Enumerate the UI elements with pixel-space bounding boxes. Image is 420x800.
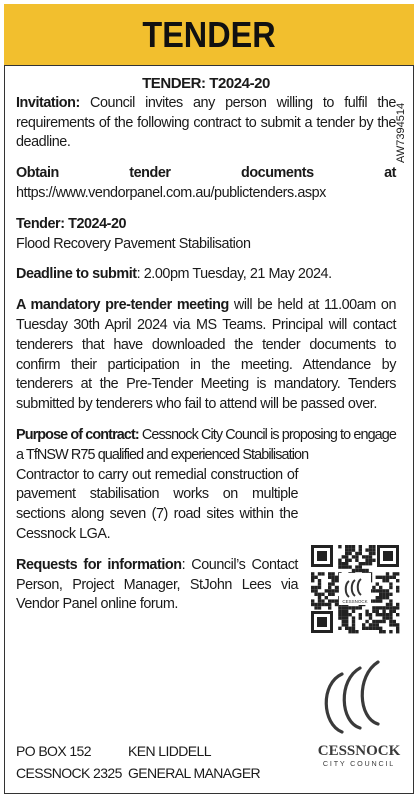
manager-title: GENERAL MANAGER <box>128 765 261 781</box>
invitation-paragraph <box>16 94 396 153</box>
deadline-label: Deadline to submit <box>16 266 137 283</box>
po-box: PO BOX 152 <box>16 743 91 759</box>
invitation-text: Council invites any person willing to fulfil the requirements of the following contract to submit a tender by the deadline. <box>16 94 396 151</box>
logo-name: CESSNOCK <box>317 743 401 759</box>
footer-signatory <box>128 740 298 784</box>
qr-caption: CESSNOCK <box>342 599 368 604</box>
tender-label: Tender: T2024-20 <box>16 215 127 232</box>
notice-body <box>16 74 396 615</box>
postcode: CESSNOCK 2325 <box>16 765 122 781</box>
meeting-text: will be held at 11.00am on Tuesday 30th April 2024 via MS Teams. Principal will contact tenderers that have downloaded the tender documents to confirm their participation in the meeting. Attendance by tenderers at the Pre-Tender Meeting is mandatory. Tenders submitted by tenderers who fail to attend will be passed over. <box>16 297 397 413</box>
purpose-label: Purpose of contract: <box>16 426 139 443</box>
footer-address <box>16 740 126 784</box>
tender-banner <box>4 4 414 66</box>
reference-code: AW7394514 <box>395 102 407 164</box>
deadline-text: : 2.00pm Tuesday, 21 May 2024. <box>136 266 332 283</box>
banner-title: TENDER <box>142 13 276 55</box>
logo-subtitle: CITY COUNCIL <box>322 759 396 768</box>
requests-paragraph <box>16 556 298 615</box>
tender-subtitle: TENDER: T2024-20 <box>142 75 270 92</box>
tender-heading <box>16 215 396 235</box>
cessnock-logo <box>316 658 402 770</box>
obtain-label: Obtain tender documents at <box>16 165 396 182</box>
meeting-paragraph <box>16 296 396 415</box>
purpose-paragraph-wide <box>16 426 396 466</box>
obtain-documents-heading <box>16 164 396 184</box>
purpose-text-wide: Cessnock City Council is proposing to engage a TfNSW R75 qualified and experienced Stabilisation <box>16 426 396 463</box>
qr-code[interactable] <box>309 543 401 635</box>
documents-url[interactable]: https://www.vendorpanel.com.au/publictenders.aspx <box>16 184 326 201</box>
requests-text: : Council’s Contact Person, Project Manager, StJohn Lees via Vendor Panel online forum. <box>16 556 298 613</box>
meeting-label: A mandatory pre-tender meeting <box>16 297 229 314</box>
purpose-paragraph-narrow: Contractor to carry out remedial construction of pavement stabilisation works on multiple sections along seven (7) road sites within the Cessnock LGA. <box>16 466 298 542</box>
tender-name: Flood Recovery Pavement Stabilisation <box>16 235 251 252</box>
invitation-label: Invitation: <box>16 94 80 111</box>
requests-label: Requests for information <box>16 556 182 573</box>
deadline-paragraph <box>16 265 396 285</box>
manager-name: KEN LIDDELL <box>128 743 211 759</box>
